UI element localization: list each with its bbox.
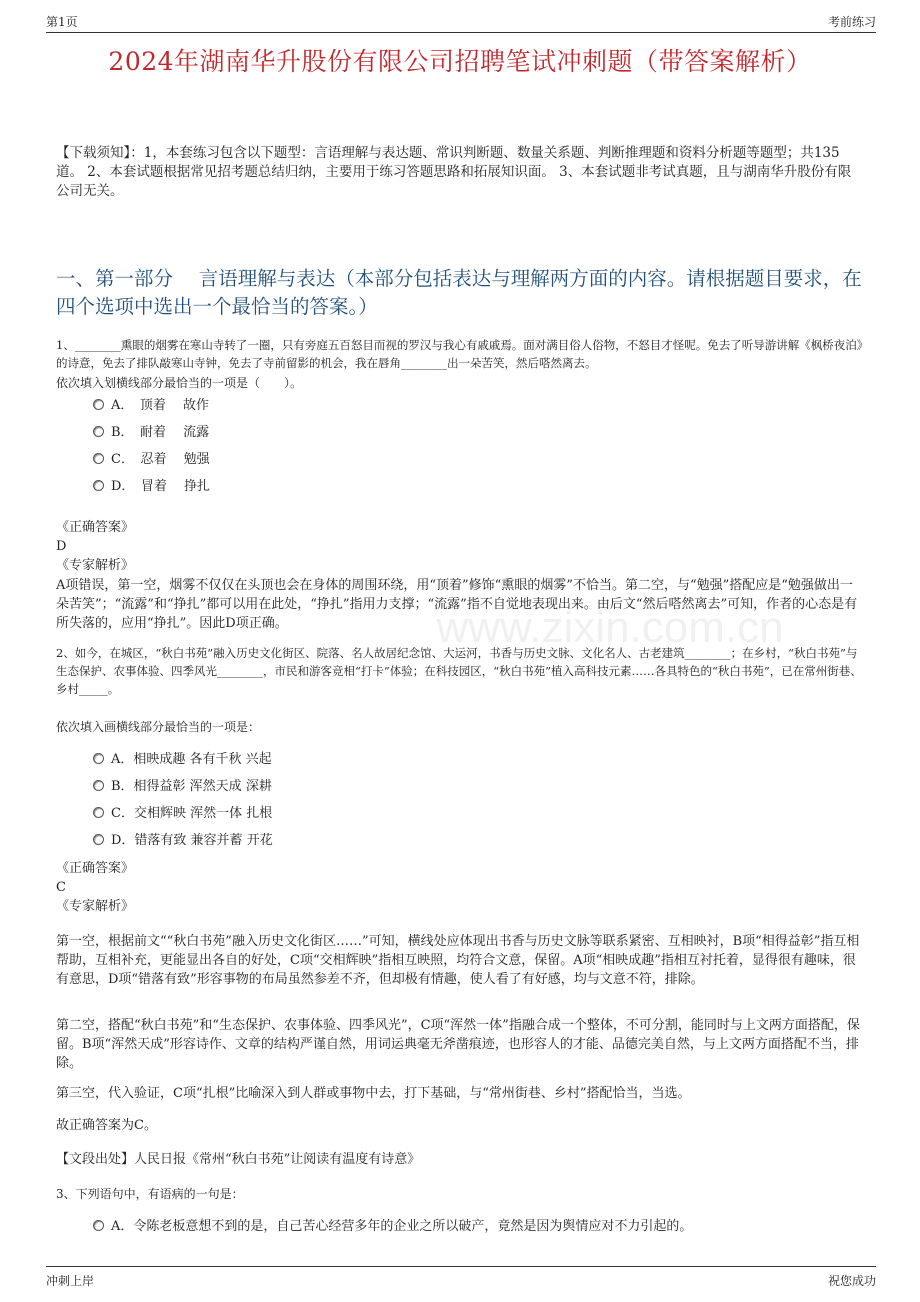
q2-answer-label: 《正确答案》 <box>56 861 135 876</box>
radio-icon[interactable] <box>93 1220 104 1231</box>
q2-option-b[interactable]: B．相得益彰 浑然天成 深耕 <box>93 777 272 797</box>
radio-icon[interactable] <box>93 453 104 464</box>
footer-left: 冲刺上岸 <box>46 1274 95 1288</box>
q2-analysis-paragraph-2: 第二空，搭配“秋白书苑”和“生态保护、农事体验、四季风光”，C项“浑然一体”指融合成一个整体，不可分割，能同时与上文两方面搭配，保留。B项“浑然天成”形容诗作、文章的结构严谨自然，用词运典毫无斧凿痕迹，也形容人的才能、品德完美自然，与上文两方面搭配不当，排除。 <box>56 1018 860 1071</box>
page-footer <box>46 1266 876 1288</box>
q1-option-b[interactable]: B． 耐着 流露 <box>93 423 209 443</box>
footer-right: 祝您成功 <box>827 1274 876 1288</box>
document-title: 2024年湖南华升股份有限公司招聘笔试冲刺题（带答案解析） <box>108 47 812 76</box>
q2-option-c[interactable]: C．交相辉映 浑然一体 扎根 <box>93 804 272 824</box>
q2-conclusion: 故正确答案为C。 <box>56 1118 157 1133</box>
q2-option-a[interactable]: A．相映成趣 各有千秋 兴起 <box>93 750 272 770</box>
radio-icon[interactable] <box>93 399 104 410</box>
q1-option-a[interactable]: A． 顶着 故作 <box>93 396 209 416</box>
q1-analysis-label: 《专家解析》 <box>56 558 135 573</box>
q3-option-a[interactable]: A．令陈老板意想不到的是，自己苦心经营多年的企业之所以破产，竟然是因为舆情应对不力引起的。 <box>93 1217 692 1237</box>
section-heading: 一、第一部分 言语理解与表达（本部分包括表达与理解两方面的内容。请根据题目要求，在四个选项中选出一个最恰当的答案。） <box>56 267 862 318</box>
q2-analysis-label: 《专家解析》 <box>56 899 135 914</box>
header-label: 考前练习 <box>827 15 876 29</box>
radio-icon[interactable] <box>93 780 104 791</box>
q1-analysis: A项错误，第一空，烟雾不仅仅在头顶也会在身体的周围环绕，用“顶着”修饰“熏眼的烟雾”不恰当。第二空，与“勉强”搭配应是“勉强做出一朵苦笑”；“流露”和“挣扎”都可以用在此处，“挣扎”指用力支撑；“流露”指不自觉地表现出来。由后文“然后嗒然离去”可知，作者的心态是有所失落的，应用“挣扎”。因此D项正确。 <box>56 578 858 631</box>
q2-source: 【文段出处】人民日报《常州“秋白书苑”让阅读有温度有诗意》 <box>56 1152 421 1167</box>
radio-icon[interactable] <box>93 426 104 437</box>
q2-option-d[interactable]: D．错落有致 兼容并蓄 开花 <box>93 831 273 851</box>
q1-option-c[interactable]: C． 忍着 勉强 <box>93 450 210 470</box>
watermark-text: www.zixin.com.cn <box>436 603 784 652</box>
radio-icon[interactable] <box>93 480 104 491</box>
download-notice: 【下载须知】：1，本套练习包含以下题型：言语理解与表达题、常识判断题、数量关系题、判断推理题和资料分析题等题型；共135道。 2、本套试题根据常见招考题总结归纳，主要用于练习答题思路和拓展知识面。 3、本套试题非考试真题，且与湖南华升股份有限公司无关。 <box>56 145 852 199</box>
q2-analysis-paragraph-1: 第一空，根据前文““秋白书苑”融入历史文化街区……”可知，横线处应体现出书香与历史文脉等联系紧密、互相映衬，B项“相得益彰”指互相帮助，互相补充，更能显出各自的好处，C项“交相辉映”指相互映照，均符合文意，保留。A项“相映成趣”指相互衬托着，显得很有趣味，很有意思，D项“错落有致”形容事物的布局虽然参差不齐，但却极有情趣，使人看了有好感，均与文意不符，排除。 <box>56 934 860 987</box>
q2-ask: 依次填入画横线部分最恰当的一项是： <box>56 720 261 734</box>
page-number: 第1页 <box>46 15 78 29</box>
q2-analysis-paragraph-3: 第三空，代入验证，C项“扎根”比喻深入到人群或事物中去，打下基础，与“常州街巷、乡村”搭配恰当，当选。 <box>56 1086 691 1101</box>
radio-icon[interactable] <box>93 807 104 818</box>
radio-icon[interactable] <box>93 753 104 764</box>
q1-answer-label: 《正确答案》 <box>56 520 135 535</box>
page-header <box>46 10 876 33</box>
q1-ask: 依次填入划横线部分最恰当的一项是（ ）。 <box>56 376 303 390</box>
q2-answer: C <box>56 880 66 895</box>
q1-stem: 1、________熏眼的烟雾在寒山寺转了一圈，只有旁庭五百怒目而视的罗汉与我心有戚戚焉。面对满目俗人俗物，不怒目才怪呢。免去了听导游讲解《枫桥夜泊》的诗意，免去了排队敲寒山寺钟，免去了寺前留影的机会，我在唇角________出一朵苦笑，然后嗒然离去。 <box>56 338 863 370</box>
q1-answer: D <box>56 539 67 554</box>
q2-stem: 2、如今，在城区，“秋白书苑”融入历史文化街区、院落、名人故居纪念馆、大运河，书香与历史文脉、文化名人、古老建筑________；在乡村，“秋白书苑”与生态保护、农事体验、四季风光________，市民和游客竞相“打卡”体验；在科技园区，“秋白书苑”植入高科技元素……各具特色的“秋白书苑”，已在常州街巷、乡村_____。 <box>56 646 862 696</box>
q3-stem: 3、下列语句中，有语病的一句是： <box>56 1187 244 1201</box>
q1-option-d[interactable]: D． 冒着 挣扎 <box>93 477 210 497</box>
radio-icon[interactable] <box>93 834 104 845</box>
